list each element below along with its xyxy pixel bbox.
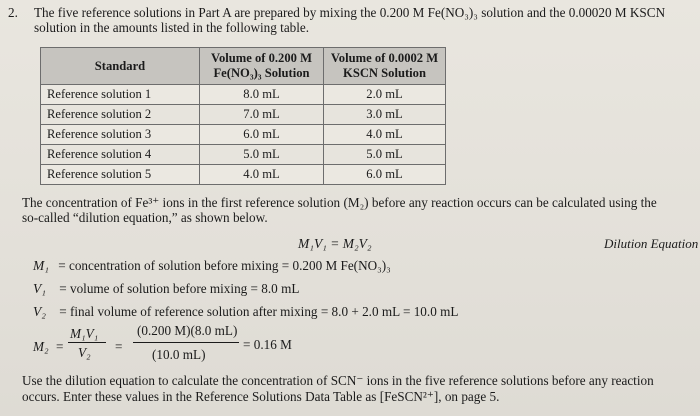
dilution-equation: M₁V₁ = M₂V₂ bbox=[298, 236, 372, 251]
fraction-bar-values bbox=[133, 342, 239, 343]
definition-symbol: V₁ bbox=[33, 281, 46, 296]
cell-scn-volume: 4.0 mL bbox=[324, 125, 446, 145]
cell-standard: Reference solution 3 bbox=[41, 125, 200, 145]
definition-text: = volume of solution before mixing = 8.0 mL bbox=[59, 281, 300, 296]
cell-fe-volume: 5.0 mL bbox=[200, 145, 324, 165]
cell-scn-volume: 3.0 mL bbox=[324, 105, 446, 125]
definition-symbol: M₁ bbox=[33, 258, 49, 273]
concentration-paragraph: The concentration of Fe³⁺ ions in the first reference solution (M₂) before any reaction occurs can be calculated using the so-called “dilution equation,” as shown below. bbox=[22, 195, 657, 225]
cell-standard: Reference solution 2 bbox=[41, 105, 200, 125]
calc-numerator-values: (0.200 M)(8.0 mL) bbox=[137, 323, 238, 338]
dilution-equation-label: Dilution Equation bbox=[604, 236, 699, 251]
cell-scn-volume: 6.0 mL bbox=[324, 165, 446, 185]
question-line-1: 2. The five reference solutions in Part A are prepared by mixing the 0.200 M Fe(NO₃)₃ solution and the 0.00020 M KSCN bbox=[8, 5, 666, 20]
calc-lhs: M₂ bbox=[33, 339, 49, 354]
cell-fe-volume: 6.0 mL bbox=[200, 125, 324, 145]
question-number: 2. bbox=[8, 5, 18, 20]
table-row bbox=[41, 85, 446, 105]
cell-fe-volume: 7.0 mL bbox=[200, 105, 324, 125]
calc-denominator-symbolic: V₂ bbox=[78, 345, 91, 360]
header-kscn-volume: Volume of 0.0002 M KSCN Solution bbox=[324, 48, 446, 85]
cell-scn-volume: 5.0 mL bbox=[324, 145, 446, 165]
question-line-2: solution in the amounts listed in the following table. bbox=[34, 20, 310, 35]
definition-v1 bbox=[33, 281, 299, 297]
fraction-bar-symbolic bbox=[68, 342, 106, 343]
cell-standard: Reference solution 5 bbox=[41, 165, 200, 185]
question-text bbox=[8, 5, 665, 35]
table-row bbox=[41, 165, 446, 185]
calc-result: = 0.16 M bbox=[243, 337, 292, 352]
calc-numerator-symbolic: M₁V₁ bbox=[70, 326, 99, 341]
definition-v2 bbox=[33, 304, 458, 320]
header-standard: Standard bbox=[41, 48, 200, 85]
cell-standard: Reference solution 4 bbox=[41, 145, 200, 165]
cell-fe-volume: 8.0 mL bbox=[200, 85, 324, 105]
definition-text: = final volume of reference solution after mixing = 8.0 + 2.0 mL = 10.0 mL bbox=[59, 304, 459, 319]
table-row bbox=[41, 105, 446, 125]
calc-equals-2: = bbox=[115, 339, 123, 354]
definition-symbol: V₂ bbox=[33, 304, 46, 319]
header-fe-volume: Volume of 0.200 M Fe(NO₃)₃ Solution bbox=[200, 48, 324, 85]
cell-fe-volume: 4.0 mL bbox=[200, 165, 324, 185]
table-header-row bbox=[41, 48, 446, 85]
table-row bbox=[41, 125, 446, 145]
table-row bbox=[41, 145, 446, 165]
cell-scn-volume: 2.0 mL bbox=[324, 85, 446, 105]
cell-standard: Reference solution 1 bbox=[41, 85, 200, 105]
definition-text: = concentration of solution before mixing = 0.200 M Fe(NO₃)₃ bbox=[58, 258, 391, 273]
calc-equals-1: = bbox=[56, 339, 64, 354]
definition-m1 bbox=[33, 258, 391, 274]
calc-denominator-values: (10.0 mL) bbox=[152, 347, 206, 362]
reference-solutions-table bbox=[40, 47, 446, 185]
instruction-paragraph: Use the dilution equation to calculate the concentration of SCN⁻ ions in the five reference solutions before any reaction occurs. Enter these values in the Reference Solutions Data Table as [FeSCN²⁺], on page 5. bbox=[22, 373, 654, 404]
